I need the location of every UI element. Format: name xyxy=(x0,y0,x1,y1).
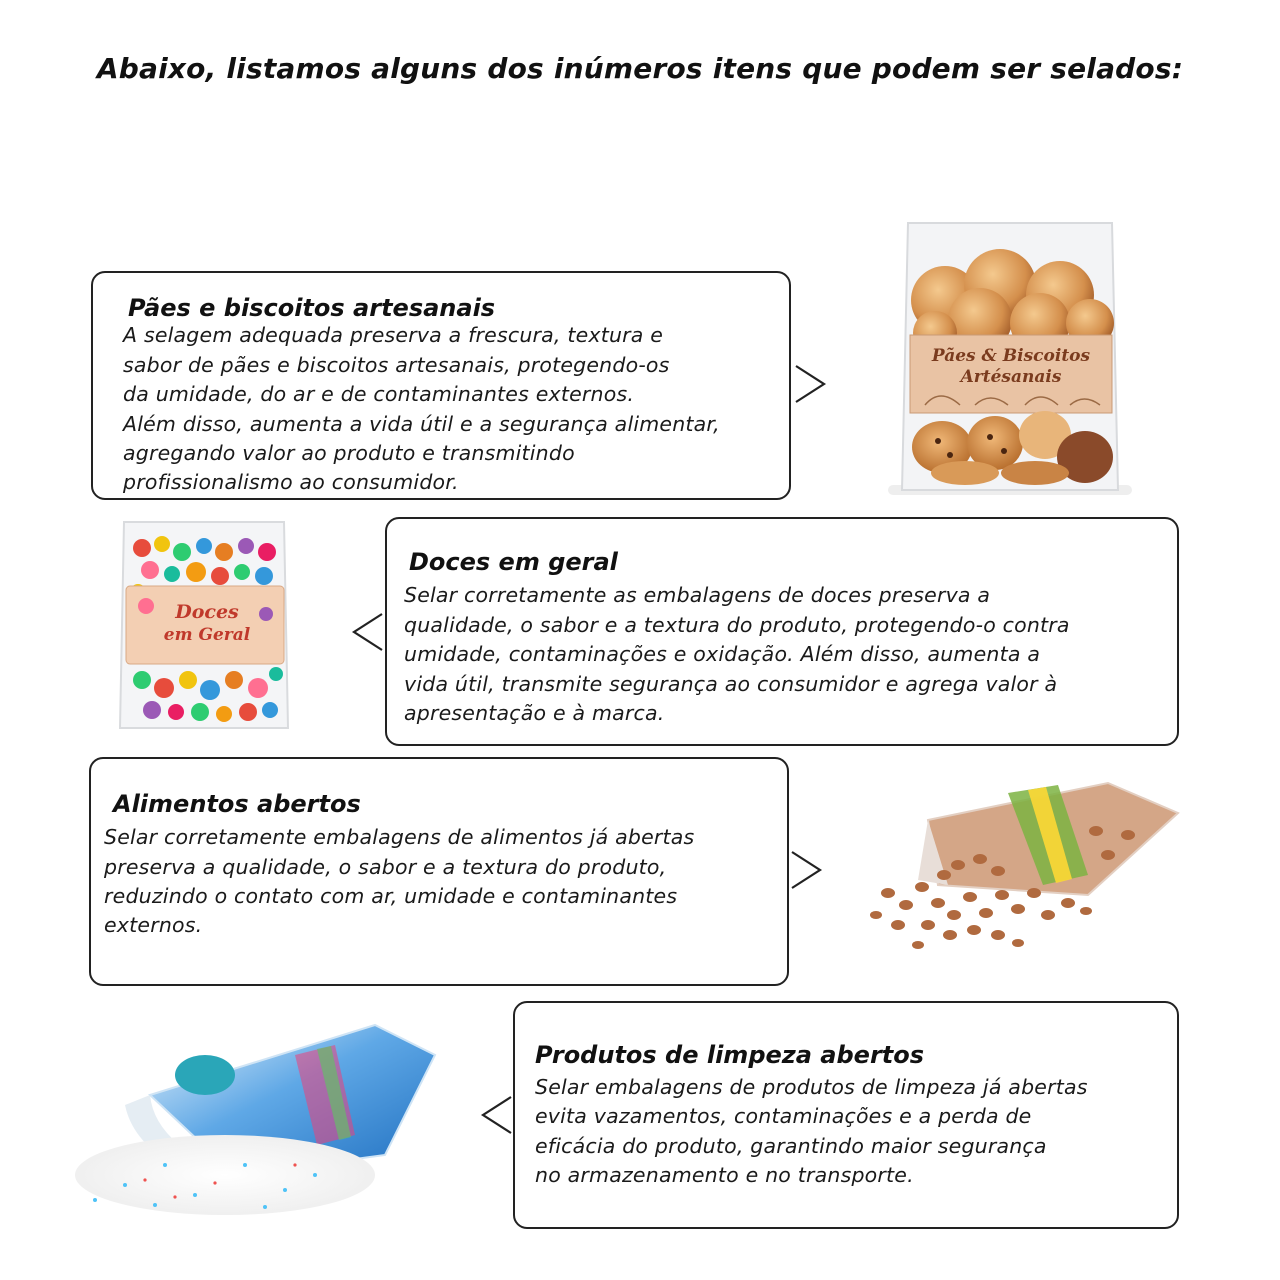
card-title: Produtos de limpeza abertos xyxy=(535,1041,925,1069)
card-alimentos-abertos xyxy=(89,757,789,986)
card-text-line: umidade, contaminações e oxidação. Além disso, aumenta a xyxy=(404,642,1041,666)
chevron-right-icon xyxy=(792,360,830,408)
candy-bag-image xyxy=(112,518,297,733)
bag-label-line-2: Artésanais xyxy=(960,367,1062,387)
card-title: Alimentos abertos xyxy=(113,790,361,818)
card-text-line: Selar corretamente as embalagens de doces preserva a xyxy=(404,583,991,607)
card-text-line: eficácia do produto, garantindo maior segurança xyxy=(535,1134,1047,1158)
chevron-left-icon xyxy=(477,1091,515,1139)
chevron-left-icon xyxy=(348,608,386,656)
card-text-line: qualidade, o sabor e a textura do produto, protegendo-o contra xyxy=(404,613,1070,637)
card-text-line: evita vazamentos, contaminações e a perda de xyxy=(535,1104,1032,1128)
card-title: Pães e biscoitos artesanais xyxy=(128,294,496,322)
card-title: Doces em geral xyxy=(409,548,618,576)
card-text-line: externos. xyxy=(104,913,203,937)
card-text-line: Selar embalagens de produtos de limpeza já abertas xyxy=(535,1075,1088,1099)
card-text-line: agregando valor ao produto e transmitindo xyxy=(123,441,575,465)
card-doces xyxy=(385,517,1179,746)
card-text-line: reduzindo o contato com ar, umidade e contaminantes xyxy=(104,884,678,908)
detergent-bag-image xyxy=(55,1015,445,1230)
chevron-right-icon xyxy=(788,846,826,894)
bag-label-line-1: Pães & Biscoitos xyxy=(931,346,1091,366)
card-text-line: Além disso, aumenta a vida útil e a segurança alimentar, xyxy=(123,412,720,436)
card-text-line: vida útil, transmite segurança ao consumidor e agrega valor à xyxy=(404,672,1058,696)
card-text-line: sabor de pães e biscoitos artesanais, protegendo-os xyxy=(123,353,670,377)
bread-biscuits-bag-image xyxy=(880,215,1140,500)
card-text-line: preserva a qualidade, o sabor e a textura do produto, xyxy=(104,855,667,879)
bag-label-line-1: Doces xyxy=(175,601,239,623)
bag-label-line-2: em Geral xyxy=(163,625,251,645)
card-text-line: apresentação e à marca. xyxy=(404,701,665,725)
card-produtos-limpeza xyxy=(513,1001,1179,1229)
beans-bag-image xyxy=(858,775,1188,965)
page-headline: Abaixo, listamos alguns dos inúmeros itens que podem ser selados: xyxy=(96,52,1184,85)
card-text-line: A selagem adequada preserva a frescura, textura e xyxy=(123,323,664,347)
card-paes-biscoitos xyxy=(91,271,791,500)
card-text-line: profissionalismo ao consumidor. xyxy=(123,470,459,494)
card-text-line: da umidade, do ar e de contaminantes externos. xyxy=(123,382,635,406)
card-text-line: Selar corretamente embalagens de alimentos já abertas xyxy=(104,825,695,849)
card-text-line: no armazenamento e no transporte. xyxy=(535,1163,914,1187)
